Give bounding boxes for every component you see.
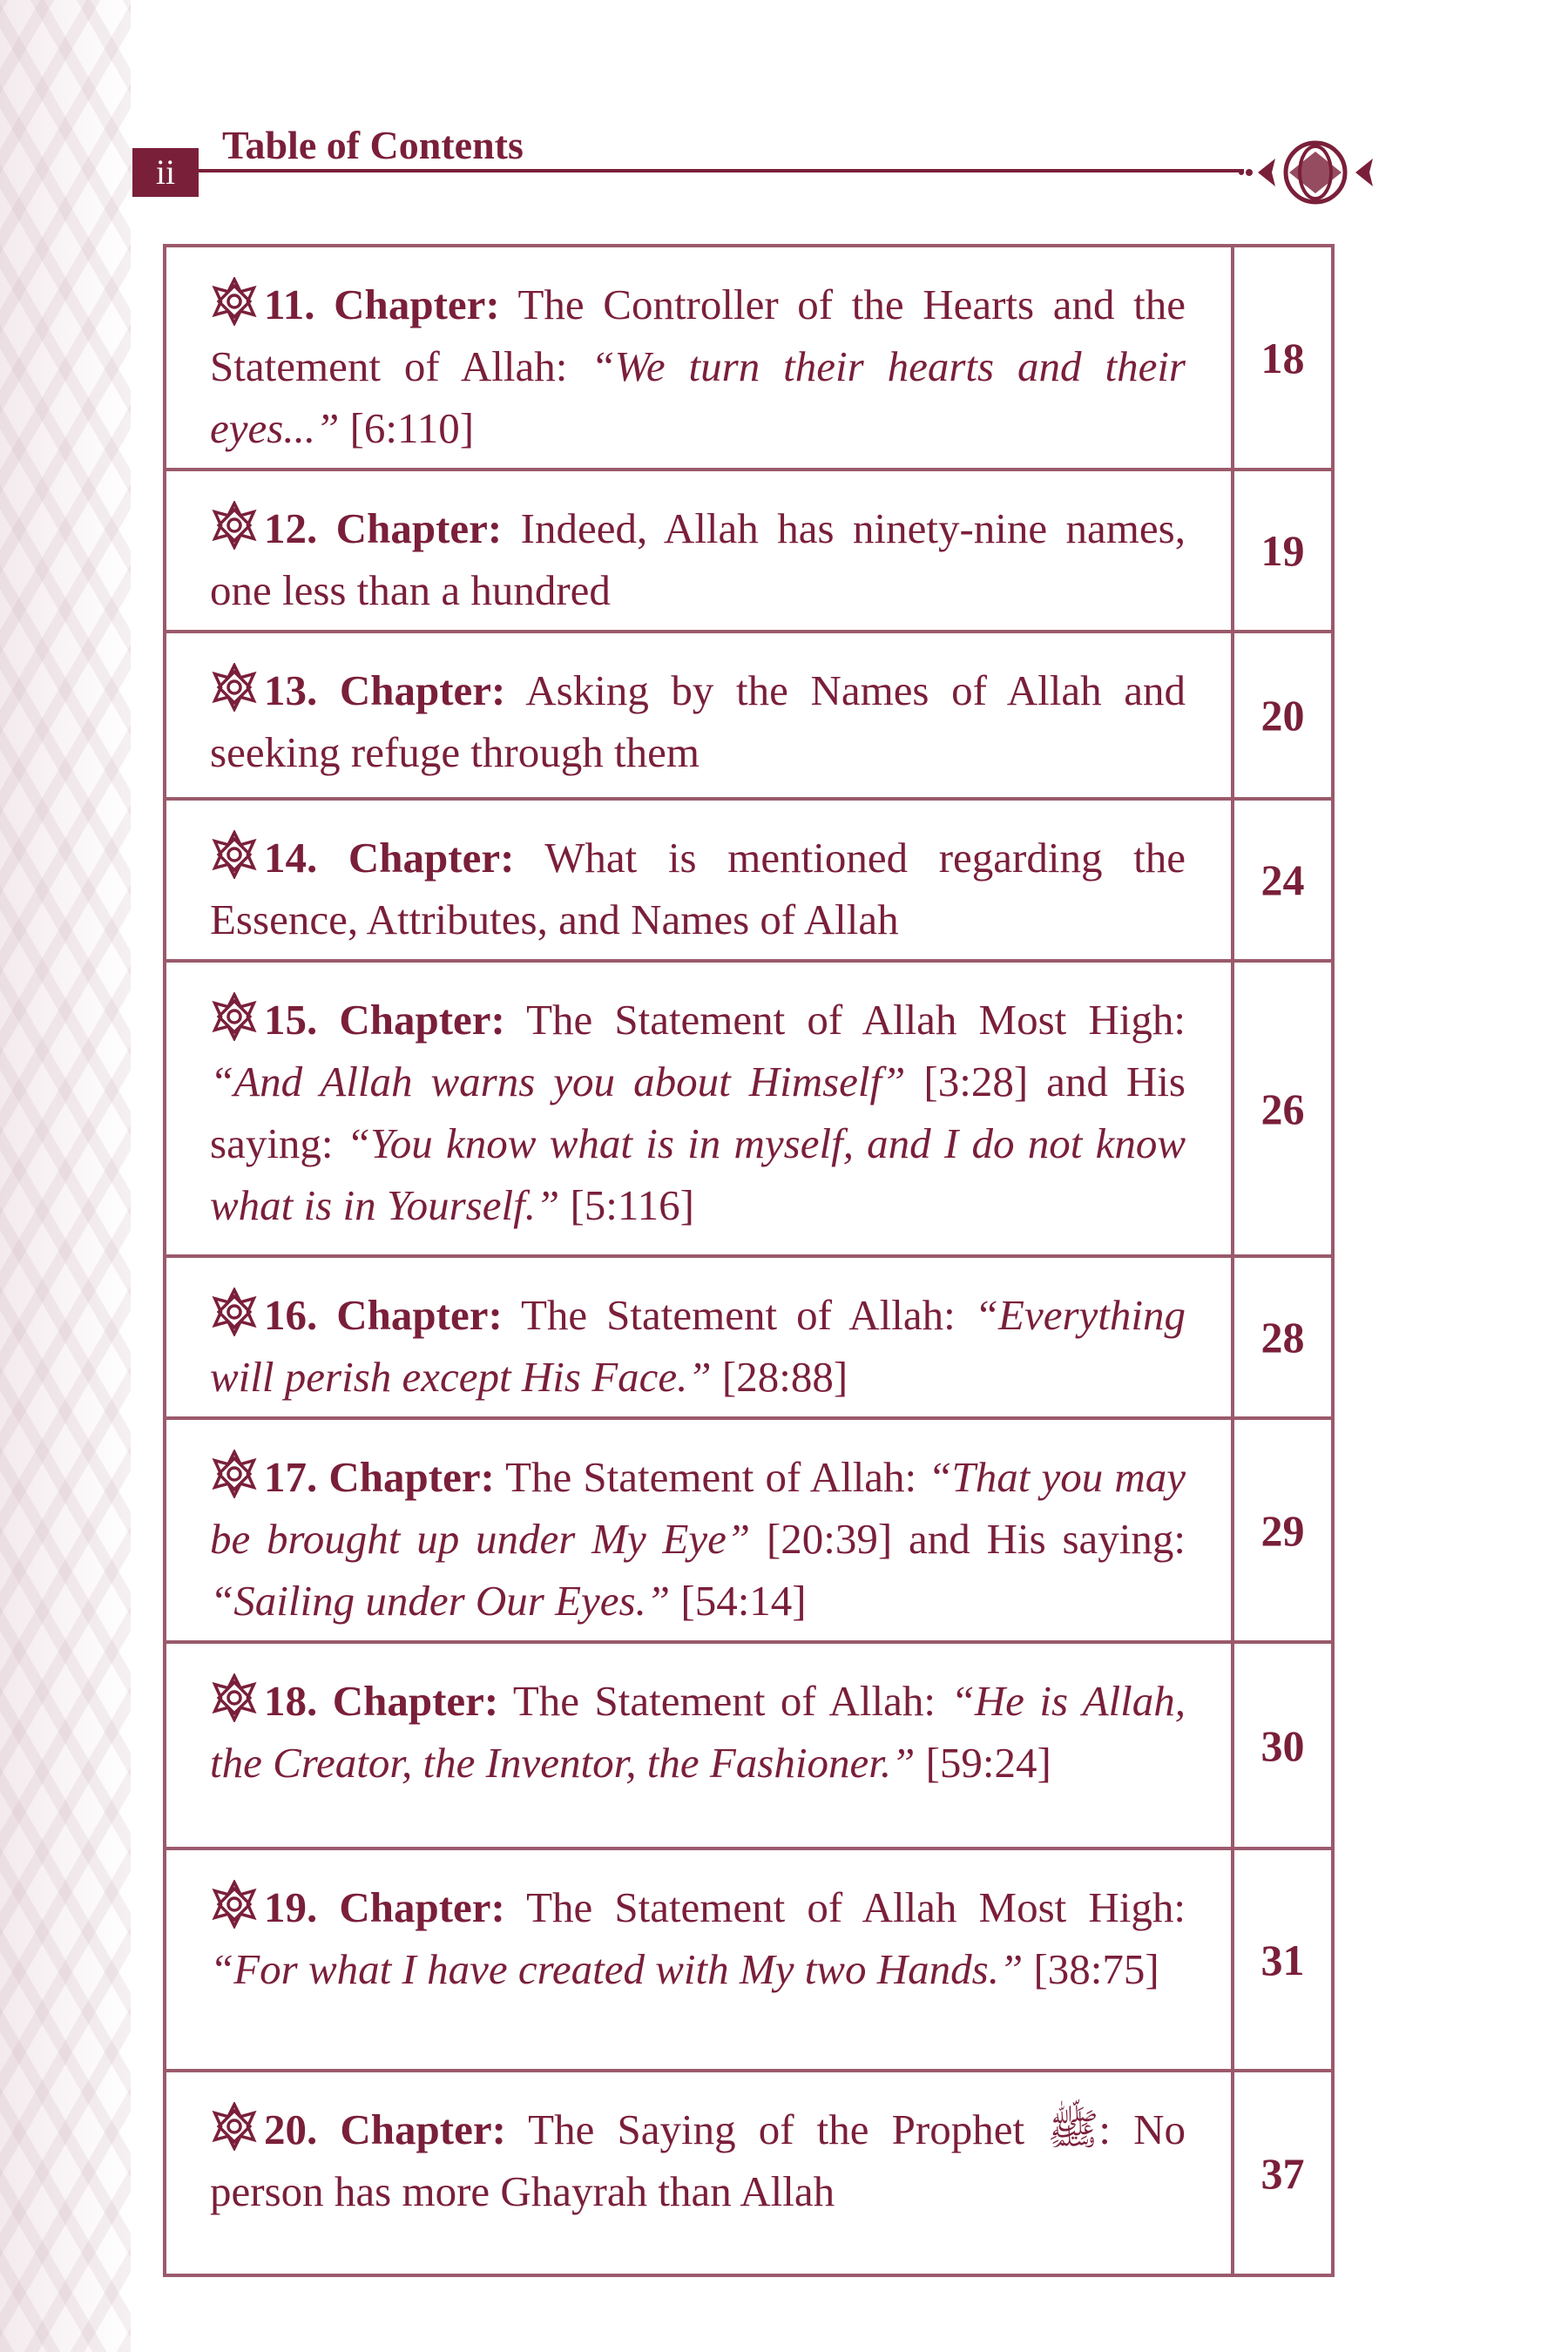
chapter-label: 19. Chapter: (264, 1883, 505, 1931)
star-ornament-icon (210, 277, 259, 326)
chapter-label: 18. Chapter: (264, 1677, 499, 1725)
reference: [28:88] (721, 1353, 848, 1401)
ornament-icon (1237, 139, 1376, 206)
page-ref[interactable]: 30 (1233, 1642, 1333, 1848)
toc-row[interactable] (165, 961, 1333, 1256)
star-ornament-icon (210, 1450, 259, 1498)
toc-row[interactable] (165, 1418, 1333, 1642)
chapter-title: What is mentioned regarding the Essence, Attributes, and Names of Allah (210, 834, 1186, 943)
toc-row[interactable] (165, 470, 1333, 632)
toc-entry (165, 2071, 1233, 2275)
star-ornament-icon (210, 1880, 259, 1929)
toc-table (163, 244, 1335, 2277)
toc-entry (165, 799, 1233, 961)
header-rule (199, 169, 1244, 172)
chapter-title: The Statement of Allah: (520, 1291, 956, 1339)
toc-row[interactable] (165, 632, 1333, 799)
toc-row[interactable] (165, 1848, 1333, 2071)
chapter-label: 11. Chapter: (264, 280, 500, 328)
page-ref[interactable]: 19 (1233, 470, 1333, 632)
toc-entry (165, 1418, 1233, 1642)
toc-entry (165, 246, 1233, 470)
page-ref[interactable]: 28 (1233, 1256, 1333, 1418)
quote: “That you may be brought up under My Eye” (210, 1453, 1186, 1563)
toc-entry (165, 1256, 1233, 1418)
quote: “You know what is in myself, and I do not know what is in Yourself.” (210, 1119, 1186, 1229)
quote: “We turn their hearts and their eyes...” (210, 342, 1186, 452)
toc-entry (165, 961, 1233, 1256)
chapter-label: 17. Chapter: (264, 1453, 495, 1501)
page-number: ii (132, 148, 199, 197)
reference: [20:39] (766, 1515, 893, 1563)
star-ornament-icon (210, 501, 259, 550)
page-title: Table of Contents (222, 123, 524, 167)
page-ref[interactable]: 29 (1233, 1418, 1333, 1642)
quote: “Sailing under Our Eyes.” (210, 1577, 671, 1625)
page-ref[interactable]: 20 (1233, 632, 1333, 799)
chapter-title: Asking by the Names of Allah and seeking refuge through them (210, 666, 1186, 776)
quote: “For what I have created with My two Hands.” (210, 1945, 1024, 1993)
chapter-title-cont: and His saying: (210, 1058, 1186, 1167)
chapter-title: The Statement of Allah: (512, 1677, 936, 1725)
page-ref[interactable]: 24 (1233, 799, 1333, 961)
chapter-title: The Statement of Allah Most High: (526, 1883, 1186, 1931)
toc-entry (165, 632, 1233, 799)
quote: “Everything will perish except His Face.” (210, 1291, 1186, 1401)
toc-row[interactable] (165, 1256, 1333, 1418)
toc-row[interactable] (165, 246, 1333, 470)
page-ref[interactable]: 37 (1233, 2071, 1333, 2275)
page-ref[interactable]: 31 (1233, 1848, 1333, 2071)
chapter-label: 14. Chapter: (264, 834, 515, 882)
reference: [38:75] (1033, 1945, 1159, 1993)
quote: “And Allah warns you about Himself” (210, 1058, 906, 1105)
toc-row[interactable] (165, 2071, 1333, 2275)
chapter-label: 13. Chapter: (264, 666, 506, 714)
reference: [59:24] (925, 1739, 1051, 1787)
chapter-label: 20. Chapter: (264, 2105, 506, 2153)
toc-entry (165, 470, 1233, 632)
toc-row[interactable] (165, 1642, 1333, 1848)
star-ornament-icon (210, 2102, 259, 2151)
toc-entry (165, 1642, 1233, 1848)
page-ref[interactable]: 18 (1233, 246, 1333, 470)
chapter-title-cont: and His saying: (909, 1515, 1186, 1563)
toc-row[interactable] (165, 799, 1333, 961)
reference: [5:116] (570, 1181, 694, 1229)
chapter-title: The Controller of the Hearts and the Statement of Allah: (210, 280, 1186, 390)
chapter-label: 15. Chapter: (264, 996, 505, 1044)
star-ornament-icon (210, 830, 259, 879)
star-ornament-icon (210, 1673, 259, 1722)
star-ornament-icon (210, 663, 259, 712)
decorative-border (0, 0, 131, 2352)
chapter-title: The Saying of the Prophet ﷺ: No person has more Ghayrah than Allah (210, 2105, 1186, 2215)
reference: [3:28] (923, 1058, 1029, 1105)
chapter-label: 16. Chapter: (264, 1291, 503, 1339)
chapter-title: Indeed, Allah has ninety-nine names, one less than a hundred (210, 504, 1186, 614)
chapter-title: The Statement of Allah Most High: (526, 996, 1186, 1044)
chapter-title: The Statement of Allah: (505, 1453, 917, 1501)
reference: [6:110] (349, 404, 475, 452)
star-ornament-icon (210, 1288, 259, 1336)
toc-entry (165, 1848, 1233, 2071)
quote: “He is Allah, the Creator, the Inventor, the Fashioner.” (210, 1677, 1186, 1787)
reference: [54:14] (680, 1577, 807, 1625)
chapter-label: 12. Chapter: (264, 504, 503, 552)
page-ref[interactable]: 26 (1233, 961, 1333, 1256)
star-ornament-icon (210, 992, 259, 1041)
